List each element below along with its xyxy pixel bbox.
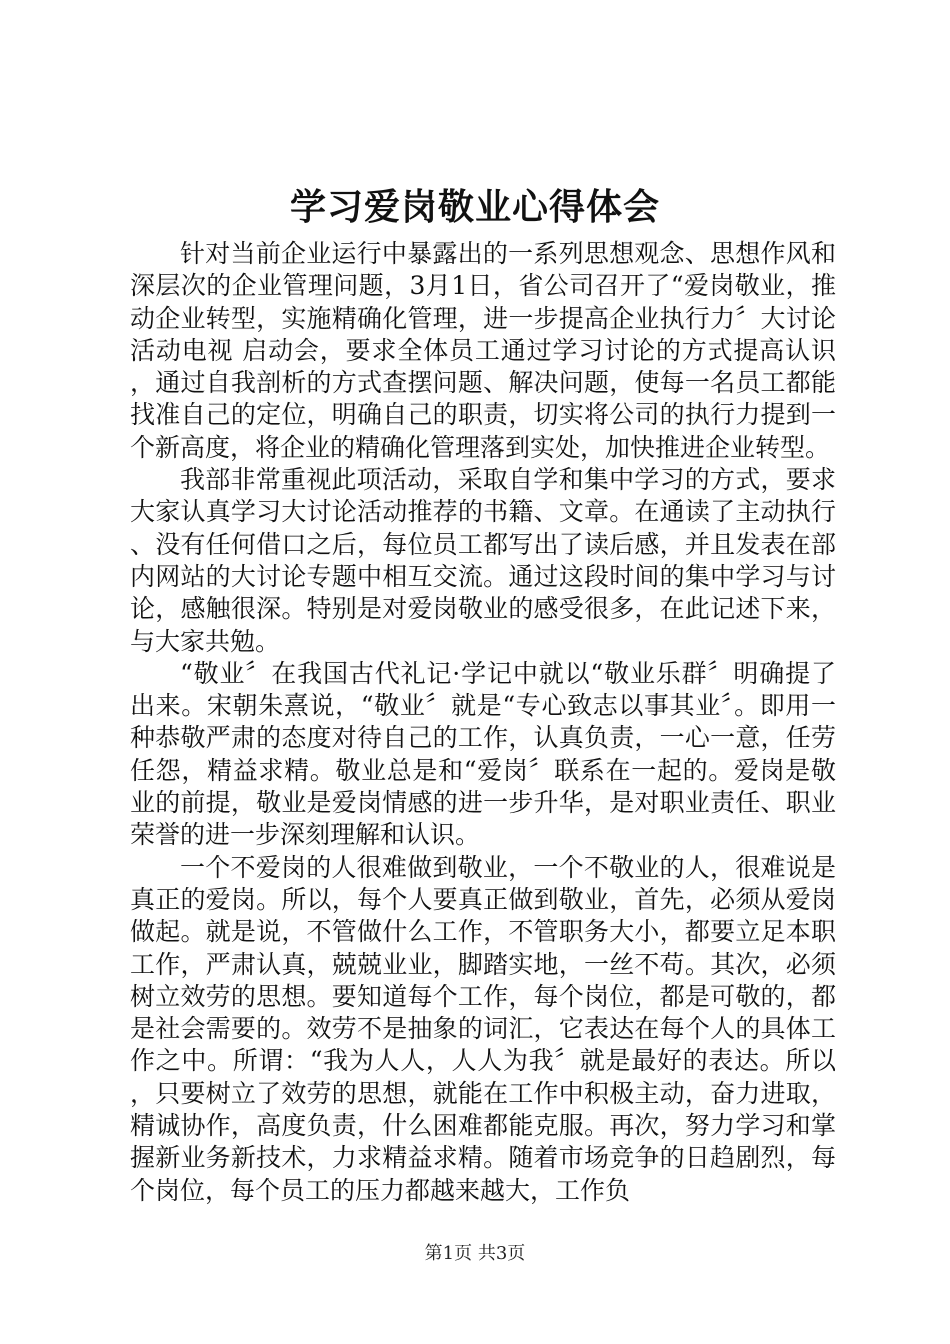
paragraph-3: “敬业〞在我国古代礼记·学记中就以“敬业乐群〞明确提了出来。宋朝朱熹说，“敬业〞就是“专心致志以事其业〞。即用一种恭敬严肃的态度对待自己的工作，认真负责，一心一意，任劳任怨，精益求精。敬业总是和“爱岗〞联系在一起的。爱岗是敬业的前提，敬业是爱岗情感的进一步升华，是对职业责任、职业荣誉的进一步深刻理解和认识。 (130, 658, 836, 850)
paragraph-1: 针对当前企业运行中暴露出的一系列思想观念、思想作风和深层次的企业管理问题，3月1日，省公司召开了“爱岗敬业，推动企业转型，实施精确化管理，进一步提高企业执行力〞大讨论活动电视 启动会，要求全体员工通过学习讨论的方式提高认识，通过自我剖析的方式查摆问题、解决问题，使每一名员工都能找准自己的定位，明确自己的职责，切实将公司的执行力提到一个新高度，将企业的精确化管理落到实处，加快推进企业转型。 (130, 239, 836, 462)
paragraph-2: 我部非常重视此项活动，采取自学和集中学习的方式，要求大家认真学习大讨论活动推荐的书籍、文章。在通读了主动执行、没有任何借口之后，每位员工都写出了读后感，并且发表在部内网站的大讨论专题中相互交流。通过这段时间的集中学习与讨论，感触很深。特别是对爱岗敬业的感受很多，在此记述下来，与大家共勉。 (130, 465, 836, 656)
page-number-footer: 第1页 共3页 (424, 1243, 526, 1264)
paragraph-4: 一个不爱岗的人很难做到敬业，一个不敬业的人，很难说是真正的爱岗。所以，每个人要真正做到敬业，首先，必须从爱岗做起。就是说，不管做什么工作，不管职务大小，都要立足本职工作，严肃认真，兢兢业业，脚踏实地，一丝不苟。其次，必须树立效劳的思想。要知道每个工作，每个岗位，都是可敬的，都是社会需要的。效劳不是抽象的词汇，它表达在每个人的具体工作之中。所谓：“我为人人，人人为我〞就是最好的表达。所以，只要树立了效劳的思想，就能在工作中积极主动，奋力进取，精诚协作，高度负责，什么困难都能克服。再次，努力学习和掌握新业务新技术，力求精益求精。随着市场竞争的日趋剧烈，每个岗位，每个员工的压力都越来越大，工作负 (130, 852, 836, 1205)
document-title: 学习爱岗敬业心得体会 (289, 186, 660, 228)
document-body (130, 238, 836, 1207)
